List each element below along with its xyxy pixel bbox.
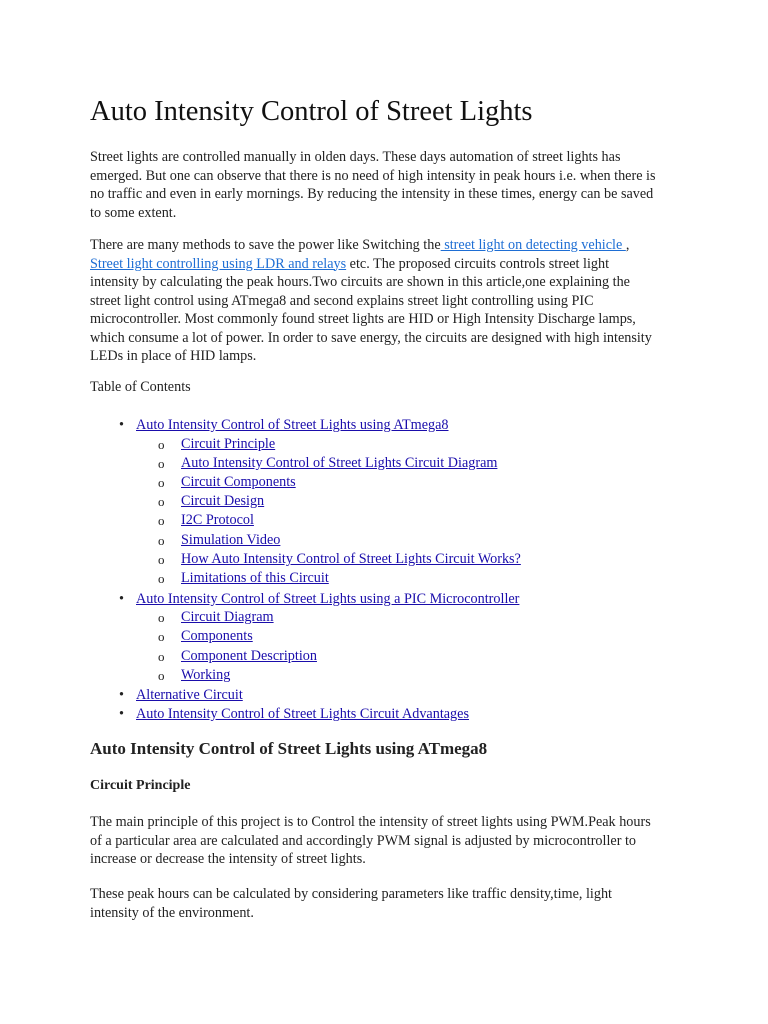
subsection-heading: Circuit Principle xyxy=(90,778,191,793)
link-street-light-ldr-relays[interactable]: Street light controlling using LDR and relays xyxy=(90,255,347,272)
toc-subitem xyxy=(136,569,660,588)
toc-link-circuit-design[interactable]: Circuit Design xyxy=(181,493,265,510)
toc-link-alternative-circuit[interactable]: Alternative Circuit xyxy=(136,687,243,704)
table-of-contents xyxy=(90,416,660,723)
toc-link-circuit-diagram[interactable]: Auto Intensity Control of Street Lights Circuit Diagram xyxy=(181,454,498,471)
toc-item xyxy=(90,416,660,588)
toc-link-limitations[interactable]: Limitations of this Circuit xyxy=(181,569,329,586)
methods-text-suffix: etc. The proposed circuits controls street light intensity by calculating the peak hours.Two circuits are shown in this article,one explaining the street light control using ATmega8 and second explains street light controlling using PIC microcontroller. Most commonly found street lights are HID or High Intensity Discharge lamps, which consume a lot of power. In order to save energy, the circuits are designed with high intensity LEDs in place of HID lamps. xyxy=(90,255,652,364)
toc-sublist xyxy=(136,608,660,685)
toc-link-i2c-protocol[interactable]: I2C Protocol xyxy=(181,512,254,529)
methods-text-prefix: There are many methods to save the power like Switching the xyxy=(90,237,441,253)
toc-link-component-description[interactable]: Component Description xyxy=(181,647,317,664)
toc-subitem xyxy=(136,435,660,454)
toc-link-how-circuit-works[interactable]: How Auto Intensity Control of Street Lights Circuit Works? xyxy=(181,550,521,567)
toc-subitem xyxy=(136,647,660,666)
toc-subitem xyxy=(136,666,660,685)
toc-link-pic-circuit-diagram[interactable]: Circuit Diagram xyxy=(181,609,274,626)
toc-item xyxy=(90,705,660,724)
methods-text-separator: , xyxy=(625,237,630,253)
toc-subitem xyxy=(136,473,660,492)
principle-paragraph: The main principle of this project is to Control the intensity of street lights using PWM.Peak hours of a particular area are calculated and accordingly PWM signal is adjusted by microcontroller to increase or decrease the intensity of street lights. xyxy=(90,814,651,867)
toc-subitem xyxy=(136,454,660,473)
toc-link-simulation-video[interactable]: Simulation Video xyxy=(181,531,281,548)
page-title: Auto Intensity Control of Street Lights xyxy=(90,96,533,127)
toc-link-pic-components[interactable]: Components xyxy=(181,628,253,645)
toc-link-circuit-components[interactable]: Circuit Components xyxy=(181,473,296,490)
peak-hours-paragraph: These peak hours can be calculated by considering parameters like traffic density,time, light intensity of the environment. xyxy=(90,886,612,921)
toc-title: Table of Contents xyxy=(90,379,191,395)
intro-paragraph: Street lights are controlled manually in olden days. These days automation of street lights has emerged. But one can observe that there is no need of high intensity in peak hours i.e. when there is no traffic and even in early mornings. By reducing the intensity in these times, energy can be saved to some extent. xyxy=(90,149,656,221)
toc-item xyxy=(90,590,660,685)
toc-subitem xyxy=(136,550,660,569)
toc-link-working[interactable]: Working xyxy=(181,666,231,683)
toc-subitem xyxy=(136,627,660,646)
toc-subitem xyxy=(136,608,660,627)
section-heading: Auto Intensity Control of Street Lights using ATmega8 xyxy=(90,739,488,758)
toc-subitem xyxy=(136,531,660,550)
toc-sublist xyxy=(136,435,660,589)
methods-paragraph xyxy=(90,236,660,366)
toc-item xyxy=(90,686,660,705)
toc-link-advantages[interactable]: Auto Intensity Control of Street Lights Circuit Advantages xyxy=(136,705,469,722)
toc-link-circuit-principle[interactable]: Circuit Principle xyxy=(181,435,276,452)
toc-subitem xyxy=(136,511,660,530)
toc-subitem xyxy=(136,492,660,511)
toc-link-pic-microcontroller[interactable]: Auto Intensity Control of Street Lights using a PIC Microcontroller xyxy=(136,590,520,607)
link-street-light-detecting-vehicle[interactable]: street light on detecting vehicle xyxy=(440,237,626,253)
toc-link-atmega8[interactable]: Auto Intensity Control of Street Lights using ATmega8 xyxy=(136,417,449,433)
